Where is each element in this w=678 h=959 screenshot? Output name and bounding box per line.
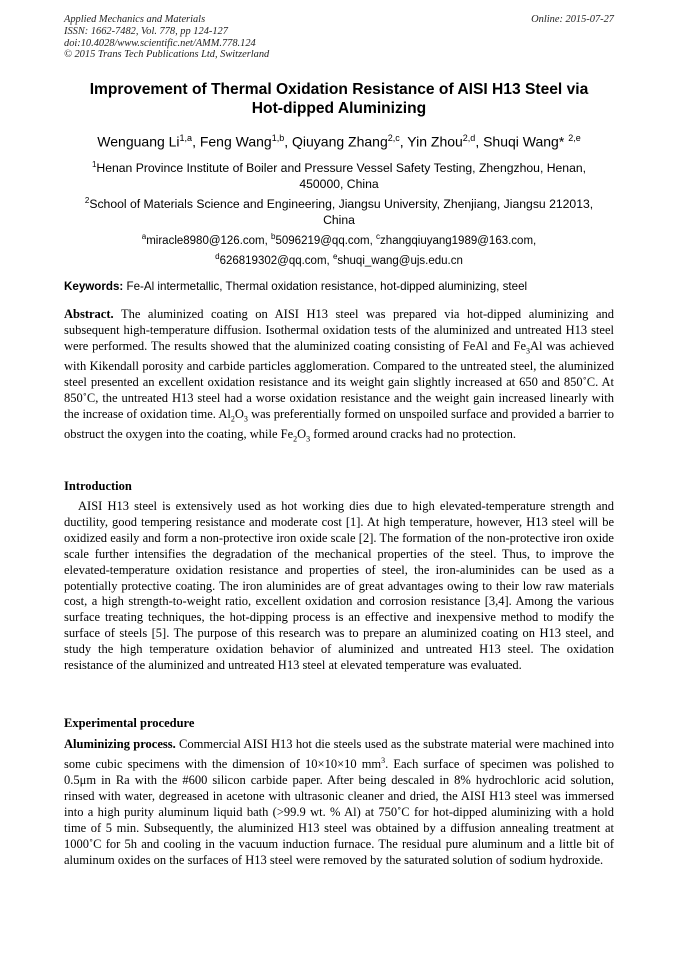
section-heading-introduction: Introduction [64, 479, 132, 493]
affiliation-line: School of Materials Science and Engineering, Jiangsu University, Zhenjiang, Jiangsu 212013, [89, 197, 594, 212]
abstract-label: Abstract. [64, 307, 114, 321]
author-sup: 2,e [568, 133, 581, 143]
author-sup: 2,c [387, 133, 400, 143]
subscript: 2 [293, 434, 298, 444]
online-date: Online: 2015-07-27 [531, 14, 614, 25]
section-heading-experimental: Experimental procedure [64, 716, 195, 730]
author-name: Feng Wang [199, 133, 272, 150]
subsection-label: Aluminizing process. [64, 737, 176, 751]
doi-line[interactable]: doi:10.4028/www.scientific.net/AMM.778.124 [64, 37, 256, 49]
affiliation-sup: 1 [91, 160, 97, 169]
author-name: Shuqi Wang* [483, 133, 565, 150]
issn-line: ISSN: 1662-7482, Vol. 778, pp 124-127 [64, 25, 228, 37]
abstract-text: was preferentially formed on unspoiled surface and provided a barrier to obstruct the oxygen into the coating, while Fe [64, 406, 614, 442]
affiliation-sup: 2 [84, 196, 90, 205]
journal-header [64, 14, 614, 61]
email-list [70, 229, 608, 269]
email-sup: e [332, 251, 338, 261]
subscript: 3 [243, 414, 248, 424]
email-d[interactable]: 626819302@qq.com, [219, 254, 330, 267]
journal-name: Applied Mechanics and Materials [64, 14, 206, 25]
abstract [64, 307, 614, 448]
email-sup: d [215, 251, 220, 261]
introduction-paragraph: AISI H13 steel is extensively used as hot working dies due to high elevated-temperature strength and ductility, good tempering resistance and moderate cost [1]. At high temperature, however, H13 steel will be oxidized easily and form a non-protective iron oxide scale [2]. The formation of the non-protective iron oxide scale further intensifies the degradation of the mechanical properties of the steel. Thus, to improve the elevated-temperature oxidation resistance and properties of steel, the iron-aluminides can be used as a potentially protective coating. The iron aluminides are of great advantages owing to their low raw materials cost, a high strength-to-weight ratio, excellent oxidation and corrosion resistance [3,4]. Among the various surface treating techniques, the hot-dipping process is an effective and inexpensive method to modify the surface of steels [5]. The purpose of this research was to prepare an aluminized coating on H13 steel, and study the high temperature oxidation behavior of aluminized and untreated H13 steel. The oxidation resistance of the aluminized and untreated H13 steel at elevated temperature was evaluated. [64, 499, 614, 673]
paper-title [60, 80, 618, 118]
subscript: 3 [306, 434, 311, 444]
email-b[interactable]: 5096219@qq.com, [275, 234, 373, 247]
author-name: Wenguang Li [97, 133, 180, 150]
email-sup: c [376, 232, 381, 241]
affiliation-line: 450000, China [299, 176, 379, 191]
author-sup: 1,b [271, 133, 285, 143]
affiliation-line: Henan Province Institute of Boiler and Pressure Vessel Safety Testing, Zhengzhou, Henan, [96, 161, 587, 176]
author-list: Wenguang Li$^{1,a}$, Feng Wang$^{1,b}$, Qiuyang Zhang$^{2,c}$, Yin Zhou$^{2,d}$, Shuqi Wang* $^{2,e}$ [97, 133, 581, 150]
author-name: Qiuyang Zhang [292, 133, 388, 150]
abstract-text: Al was achieved with Kikendall porosity and carbide particles agglomeration. Compared to the untreated steel, the aluminized steel presented an excellent oxidation resistance and its weight gain slightly increased at 650 and 850˚C. At 850˚C, the untreated H13 steel had a worse oxidation resistance and the weight gain increased linearly with the increase of oxidation time. Al [64, 338, 615, 421]
email-sup: a [141, 232, 147, 241]
email-a[interactable]: miracle8980@126.com, [146, 234, 268, 247]
abstract-text: O [297, 427, 307, 442]
email-sup: b [271, 232, 276, 241]
title-line-1: Improvement of Thermal Oxidation Resistance of AISI H13 Steel via [89, 81, 589, 98]
experimental-text: . Each surface of specimen was polished to 0.5μm in Ra with the #600 silicon carbide paper. After being descaled in 8% hydrochloric acid solution, rinsed with water, degreased in acetone with ultrasonic cleaner and dried, the AISI H13 steel was immersed into a high purity aluminum liquid bath (>99.9 wt. % Al) at 750˚C for hot-dipped aluminizing with a hold time of 5 min. Subsequently, the aluminized H13 steel was obtained by a diffusion annealing treatment at 1000˚C for 5h and cooling in the vacuum induction furnace. The residual pure aluminum and a little bit of aluminum oxides on the surfaces of H13 steel were removed by the saturated solution of sodium hydroxide. [64, 757, 614, 867]
email-c[interactable]: zhangqiuyang1989@163.com, [380, 234, 537, 247]
abstract-text: O [234, 406, 244, 421]
affiliation-line: China [323, 212, 355, 227]
author-sup: 2,d [462, 133, 476, 143]
author-sup: 1,a [179, 133, 193, 143]
abstract-text: The aluminized coating on AISI H13 steel was prepared via hot-dipped aluminizing and subsequent high-temperature diffusion. Isothermal oxidation tests of the aluminized and untreated H13 steel were performed. The results showed that the aluminized coating consisting of FeAl and Fe [64, 307, 614, 353]
affiliation-1 [70, 157, 608, 192]
abstract-text: formed around cracks had no protection. [310, 427, 516, 442]
affiliation-2 [70, 193, 608, 228]
keywords-text: Fe-Al intermetallic, Thermal oxidation resistance, hot-dipped aluminizing, steel [126, 280, 528, 293]
experimental-paragraph [64, 737, 614, 868]
subscript: 3 [526, 346, 531, 356]
keywords-label: Keywords: [64, 280, 124, 293]
copyright-line: © 2015 Trans Tech Publications Ltd, Switzerland [64, 49, 270, 61]
experimental-text: Commercial AISI H13 hot die steels used as the substrate material were machined into some cubic specimens with the dimension of 10×10×10 mm [64, 737, 614, 772]
keywords [64, 279, 614, 294]
superscript: 3 [381, 755, 386, 765]
title-line-2: Hot-dipped Aluminizing [251, 100, 427, 117]
email-e[interactable]: shuqi_wang@ujs.edu.cn [337, 254, 463, 267]
subscript: 2 [230, 414, 235, 424]
author-name: Yin Zhou [407, 133, 463, 150]
